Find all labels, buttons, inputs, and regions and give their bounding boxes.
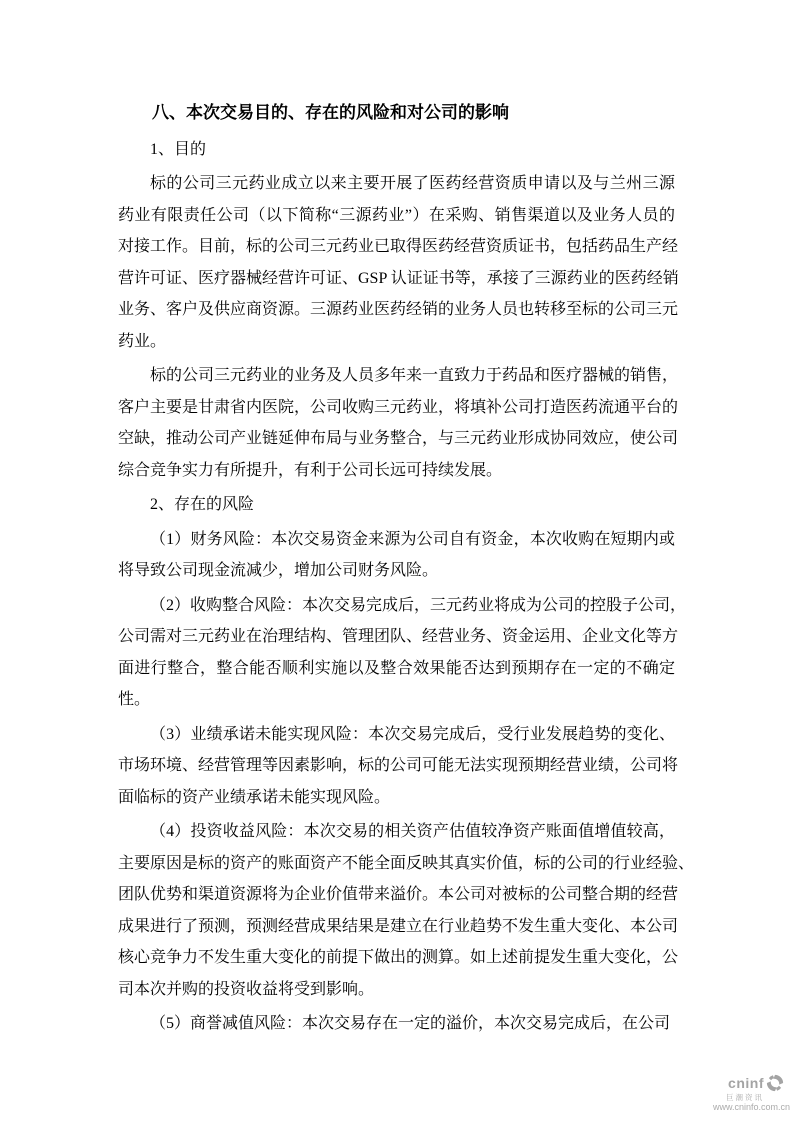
- text-line: 市场环境、经营管理等因素影响，标的公司可能无法实现预期经营业绩，公司将: [118, 757, 679, 774]
- paragraph: [118, 360, 679, 486]
- text-line: 药业。: [118, 332, 167, 350]
- paragraph: [118, 524, 675, 587]
- paragraph: [118, 590, 687, 716]
- document-content: [118, 97, 695, 1043]
- text-line: 综合竞争实力有所提升，有利于公司长远可持续发展。: [118, 461, 503, 479]
- text-line: （5）商誉减值风险：本次交易存在一定的溢价，本次交易完成后，在公司: [150, 1015, 671, 1032]
- text-line: 营许可证、医疗器械经营许可证、GSP 认证证书等，承接了三源药业的医药经销: [118, 269, 679, 287]
- cninfo-url: www.cninfo.com.cn: [712, 1102, 790, 1112]
- text-line: 核心竞争力不发生重大变化的前提下做出的测算。如上述前提发生重大变化，公: [118, 949, 679, 966]
- paragraph: [118, 719, 679, 814]
- text-line: 空缺，推动公司产业链延伸布局与业务整合，与三元药业形成协同效应，使公司: [118, 430, 679, 447]
- text-line: 标的公司三元药业的业务及人员多年来一直致力于药品和医疗器械的销售，: [150, 367, 679, 384]
- section-subheading: 2、存在的风险: [150, 496, 255, 513]
- paragraph: [118, 1008, 675, 1040]
- cninfo-logo: [713, 1074, 790, 1113]
- section-heading: 八、本次交易目的、存在的风险和对公司的影响: [152, 103, 509, 122]
- text-line: 团队优势和渠道资源将为企业价值带来溢价。本公司对被标的公司整合期的经营: [118, 886, 679, 903]
- cninfo-wordmark: cninf: [728, 1074, 764, 1091]
- text-line: 面进行整合，整合能否顺利实施以及整合效果能否达到预期存在一定的不确定性。: [118, 659, 675, 708]
- cninfo-subtitle: 巨潮资讯: [726, 1092, 764, 1102]
- paragraph: [118, 168, 679, 357]
- text-line: 司本次并购的投资收益将受到影响。: [118, 980, 375, 998]
- cninfo-swirl-icon: [766, 1074, 784, 1092]
- text-line: 药业有限责任公司（以下简称“三源药业”）在采购、销售渠道以及业务人员的: [118, 206, 675, 224]
- text-line: 公司需对三元药业在治理结构、管理团队、经营业务、资金运用、企业文化等方: [118, 628, 679, 645]
- text-line: 对接工作。目前，标的公司三元药业已取得医药经营资质证书，包括药品生产经: [118, 238, 679, 255]
- text-line: 面临标的资产业绩承诺未能实现风险。: [118, 788, 391, 806]
- text-line: （4）投资收益风险：本次交易的相关资产估值较净资产账面值增值较高，: [150, 823, 675, 840]
- text-line: 标的公司三元药业成立以来主要开展了医药经营资质申请以及与兰州三源: [150, 175, 675, 192]
- text-line: 客户主要是甘肃省内医院，公司收购三元药业，将填补公司打造医药流通平台的: [118, 398, 679, 416]
- text-line: 将导致公司现金流减少，增加公司财务风险。: [118, 562, 439, 579]
- document-body: [118, 134, 695, 1040]
- text-line: （3）业绩承诺未能实现风险：本次交易完成后，受行业发展趋势的变化、: [150, 725, 675, 743]
- text-line: 主要原因是标的资产的账面资产不能全面反映其真实价值，标的公司的行业经验、: [118, 854, 695, 872]
- text-line: （2）收购整合风险：本次交易完成后，三元药业将成为公司的控股子公司，: [150, 596, 687, 614]
- text-line: （1）财务风险：本次交易资金来源为公司自有资金，本次收购在短期内或: [150, 530, 675, 548]
- cninfo-logo-top: [728, 1074, 784, 1092]
- paragraph: [118, 816, 695, 1005]
- section-subheading: 1、目的: [150, 140, 207, 158]
- text-line: 业务、客户及供应商资源。三源药业医药经销的业务人员也转移至标的公司三元: [118, 301, 679, 318]
- text-line: 成果进行了预测，预测经营成果结果是建立在行业趋势不发生重大变化、本公司: [118, 917, 679, 935]
